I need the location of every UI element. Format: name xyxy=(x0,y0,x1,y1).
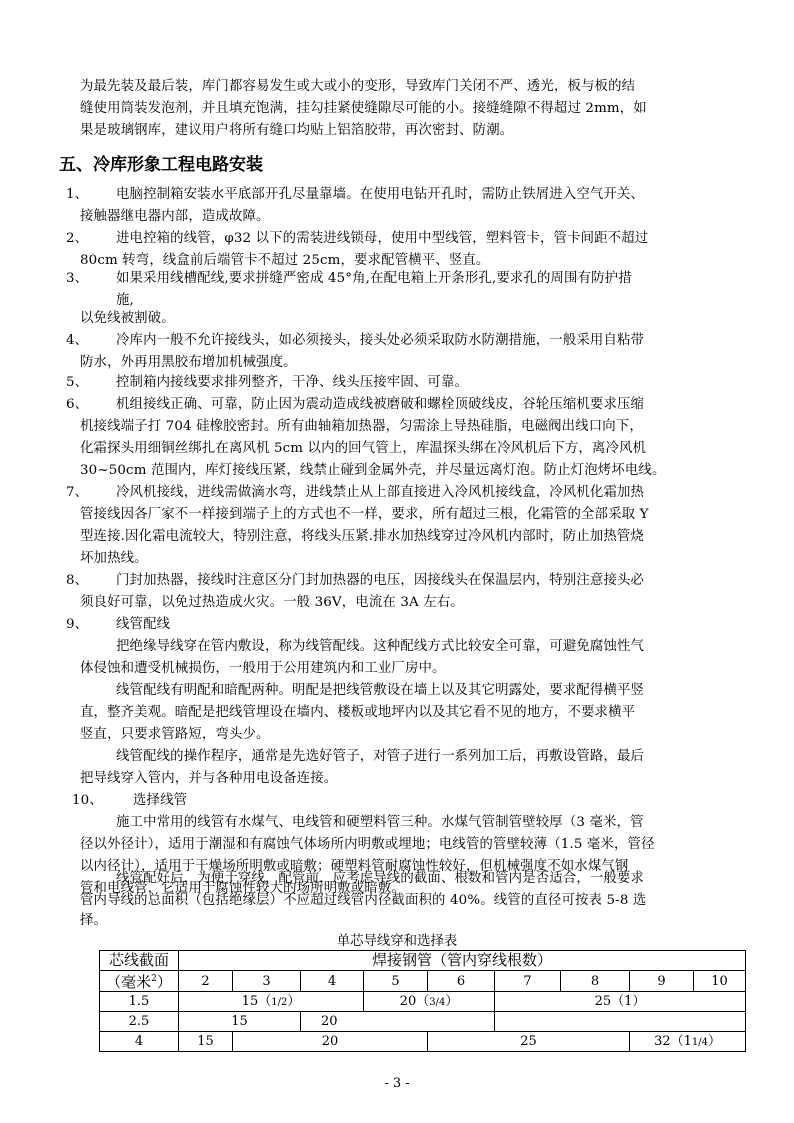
pipe-cell: 20 xyxy=(301,1012,495,1032)
item-8-number: 8、 xyxy=(66,573,89,588)
pipe-cell xyxy=(179,992,364,1012)
size-cell: 1.5 xyxy=(100,992,179,1012)
item-1-line-1: 电脑控制箱安装水平底部开孔尽量靠墙。在使用电钻开孔时，需防止铁屑进入空气开关、 xyxy=(116,187,645,202)
item-8-line-2: 须良好可靠，以免过热造成火灾。一般 36V，电流在 3A 左右。 xyxy=(80,595,464,610)
header-unit-open: （毫米 xyxy=(106,973,152,991)
section-title: 五、冷库形象工程电路安装 xyxy=(59,155,263,175)
item-3-line-1: 如果采用线槽配线,要求拼缝严密成 45°角,在配电箱上开条形孔,要求孔的周围有防护措 xyxy=(116,271,632,286)
pipe-size: 20（ xyxy=(399,993,430,1009)
item-10-para-1-line-1: 施工中常用的线管有水煤气、电线管和硬塑料管三种。水煤气管制管壁较厚（3 毫米，管 xyxy=(116,815,644,830)
item-10-para-1-line-4: 管和电线管，它适用于腐蚀性较大的场所明敷或暗敷。 xyxy=(80,881,405,896)
item-10-para-2-line-3: 择。 xyxy=(80,913,108,928)
table-row xyxy=(100,1012,746,1032)
pipe-fraction: 1/2 xyxy=(271,996,288,1008)
item-6-line-3: 化霜探头用细铜丝绑扎在离风机 5cm 以内的回气管上，库温探头绑在冷风机后下方，离冷风机 xyxy=(80,441,647,456)
table-row xyxy=(100,1032,746,1052)
item-2-line-1: 进电控箱的线管，φ32 以下的需装进线锁母，使用中型线管，塑料管卡，管卡间距不超过 xyxy=(116,231,649,246)
item-6-line-2: 机接线端子打 704 硅橡胶密封。所有曲轴箱加热器，匀需涂上导热硅脂，电磁阀出线口向下， xyxy=(80,419,643,434)
item-9-number: 9、 xyxy=(66,617,89,632)
item-2-number: 2、 xyxy=(66,231,89,246)
item-7-number: 7、 xyxy=(66,485,89,500)
pipe-cell xyxy=(630,1032,746,1052)
wire-selection-table xyxy=(99,950,746,1052)
table-header-row-1 xyxy=(100,951,746,971)
count-cell: 7 xyxy=(495,971,561,992)
item-1-number: 1、 xyxy=(66,187,89,202)
header-core-section: 芯线截面 xyxy=(100,951,179,971)
item-9-para-2-line-2: 直，整齐美观。暗配是把线管埋设在墙内、楼板或地坪内以及其它看不见的地方，不要求横平 xyxy=(80,705,636,720)
pipe-cell xyxy=(364,992,495,1012)
size-cell: 4 xyxy=(100,1032,179,1052)
intro-line-2: 缝使用筒装发泡剂，并且填充饱满，挂勾挂紧使缝隙尽可能的小。接缝缝隙不得超过 2mm，如 xyxy=(80,101,647,116)
count-cell: 6 xyxy=(428,971,495,992)
pipe-size: 32（1 xyxy=(654,1033,692,1049)
item-9-title: 线管配线 xyxy=(116,617,171,632)
count-cell: 4 xyxy=(301,971,364,992)
item-6-number: 6、 xyxy=(66,397,89,412)
item-4-line-2: 防水，外再用黑胶布增加机械强度。 xyxy=(80,355,297,370)
item-9-para-1-line-2: 体侵蚀和遭受机械损伤，一般用于公用建筑内和工业厂房中。 xyxy=(80,661,446,676)
item-9-para-2-line-3: 竖直，只要求管路短，弯头少。 xyxy=(80,727,270,742)
header-unit xyxy=(100,971,179,992)
pipe-close: ） xyxy=(708,1033,722,1049)
pipe-cell: 15 xyxy=(179,1012,301,1032)
item-3-line-2: 施, xyxy=(116,293,134,308)
header-steel-pipe-group: 焊接钢管（管内穿线根数） xyxy=(179,951,746,971)
page-number: - 3 - xyxy=(384,1076,410,1091)
item-7-line-1: 冷风机接线，进线需做滴水弯，进线禁止从上部直接进入冷风机接线盒，冷风机化霜加热 xyxy=(116,485,645,500)
item-9-para-1-line-1: 把绝缘导线穿在管内敷设，称为线管配线。这种配线方式比较安全可靠，可避免腐蚀性气 xyxy=(116,639,645,654)
item-10-para-2-line-2: 管内导线的总面积（包括绝缘层）不应超过线管内径截面积的 40%。线管的直径可按表 5-8 选 xyxy=(80,893,647,908)
item-7-line-2: 管接线因各厂家不一样接到端子上的方式也不一样，要求，所有超过三根，化霜管的全部采取 Y xyxy=(80,507,649,522)
pipe-size: 15（ xyxy=(241,993,272,1009)
item-5-line-1: 控制箱内接线要求排列整齐，干净、线头压接牢固、可靠。 xyxy=(116,375,469,390)
item-10-para-1-line-3: 以内径计），适用于干燥场所明敷或暗敷；硬塑料管耐腐蚀性较好，但机械强度不如水煤气钢 xyxy=(80,859,629,874)
item-9-para-3-line-2: 把导线穿入管内，并与各种用电设备连接。 xyxy=(80,771,338,786)
pipe-cell: 15 xyxy=(179,1032,233,1052)
item-6-line-4: 30~50cm 范围内，库灯接线压紧，线禁止碰到金属外壳，并尽量远离灯泡。防止灯泡烤坏电线。 xyxy=(80,463,666,478)
item-9-para-2-line-1: 线管配线有明配和暗配两种。明配是把线管敷设在墙上以及其它明露处，要求配得横平竖 xyxy=(116,683,645,698)
item-9-para-3-line-1: 线管配线的操作程序，通常是先选好管子，对管子进行一系列加工后，再敷设管路，最后 xyxy=(116,749,645,764)
item-4-line-1: 冷库内一般不允许接线头，如必须接头，接头处必须采取防水防潮措施，一般采用自粘带 xyxy=(116,333,645,348)
item-10-para-1-line-2: 径以外径计），适用于潮湿和有腐蚀气体场所内明敷或埋地；电线管的管壁较薄（1.5 毫米，管径 xyxy=(80,837,655,852)
item-10-title: 选择线管 xyxy=(133,793,188,808)
size-cell: 2.5 xyxy=(100,1012,179,1032)
pipe-cell-empty xyxy=(495,1012,746,1032)
item-5-number: 5、 xyxy=(66,375,89,390)
item-2-line-2: 80cm 转弯，线盒前后端管卡不超过 25cm，要求配管横平、竖直。 xyxy=(80,253,490,268)
pipe-fraction: 3/4 xyxy=(429,996,446,1008)
pipe-close: ） xyxy=(287,993,301,1009)
item-10-para-2-line-1: 线管配好后，为便于穿线，配管前，应考虑导线的截面、根数和管内是否适合，一般要求 xyxy=(116,871,645,886)
intro-line-1: 为最先装及最后装，库门都容易发生或大或小的变形，导致库门关闭不严、透光，板与板的结 xyxy=(80,79,636,94)
count-cell: 3 xyxy=(233,971,301,992)
item-3-line-3: 以免线被割破。 xyxy=(80,311,175,326)
table-caption: 单芯导线穿和选择表 xyxy=(336,934,458,949)
count-cell: 2 xyxy=(179,971,233,992)
table-row xyxy=(100,992,746,1012)
count-cell: 9 xyxy=(630,971,694,992)
item-8-line-1: 门封加热器，接线时注意区分门封加热器的电压，因接线头在保温层内，特别注意接头必 xyxy=(116,573,645,588)
item-4-number: 4、 xyxy=(66,333,89,348)
pipe-cell: 25（1） xyxy=(495,992,746,1012)
pipe-fraction: 1/4 xyxy=(691,1036,708,1048)
count-cell: 8 xyxy=(561,971,630,992)
item-6-line-1: 机组接线正确、可靠，防止因为震动造成线被磨破和螺栓顶破线皮，谷轮压缩机要求压缩 xyxy=(116,397,645,412)
item-1 xyxy=(66,184,88,206)
item-1-line-2: 接触器继电器内部，造成故障。 xyxy=(80,209,270,224)
header-unit-close: ） xyxy=(156,973,172,991)
intro-line-3: 果是玻璃钢库，建议用户将所有缝口均贴上铝箔胶带，再次密封、防潮。 xyxy=(80,123,514,138)
header-unit-sup: 2 xyxy=(151,974,157,984)
pipe-cell: 20 xyxy=(233,1032,428,1052)
item-10-number: 10、 xyxy=(72,793,103,808)
table-header-row-2 xyxy=(100,971,746,992)
item-3-number: 3、 xyxy=(66,271,89,286)
count-cell: 10 xyxy=(694,971,746,992)
count-cell: 5 xyxy=(364,971,428,992)
item-7-line-4: 坏加热线。 xyxy=(80,551,148,566)
pipe-close: ） xyxy=(445,993,459,1009)
item-7-line-3: 型连接.因化霜电流较大，特别注意，将线头压紧.排水加热线穿过冷风机内部时，防止加热管烧 xyxy=(80,529,644,544)
pipe-cell: 25 xyxy=(428,1032,630,1052)
